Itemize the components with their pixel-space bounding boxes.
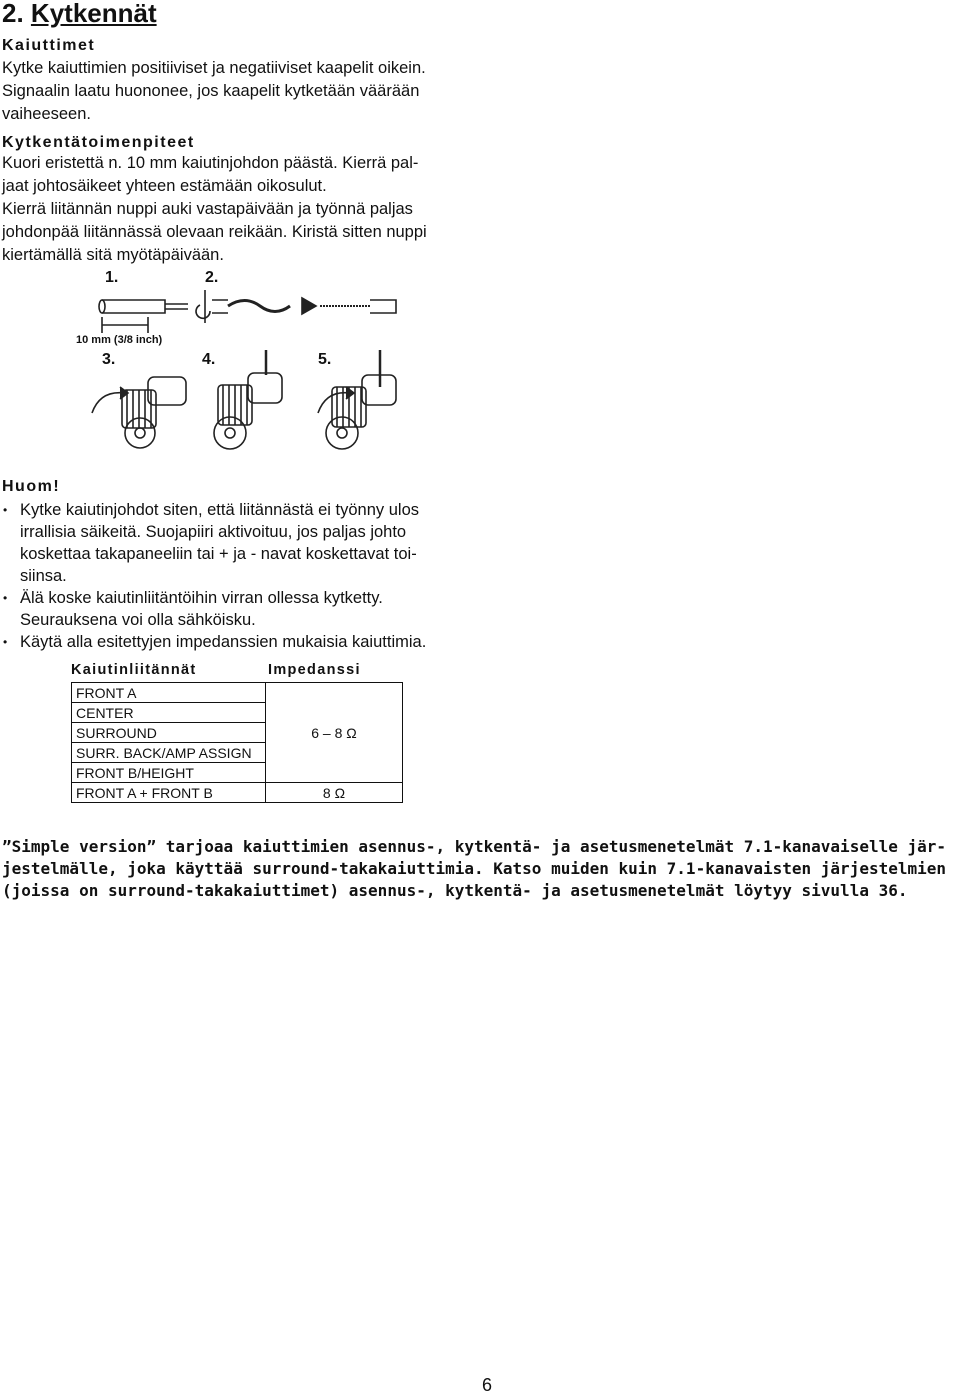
table-cell: FRONT A (72, 683, 266, 703)
text-line: (joissa on surround-takakaiuttimet) asennus-, kytkentä- ja asetusmenetelmät löytyy sivulla 36. (2, 881, 908, 900)
text-line: Kytke kaiutinjohdot siten, että liitännästä ei työnny ulos (20, 501, 419, 519)
bullet-icon: • (3, 503, 8, 517)
step-label-2: 2. (205, 269, 219, 286)
stripped-cable-icon (99, 300, 188, 333)
note-heading: Huom! (2, 478, 61, 495)
table-cell: FRONT A + FRONT B (72, 783, 266, 803)
impedance-value-cell: 8 Ω (266, 783, 403, 803)
step-label-1: 1. (105, 269, 119, 286)
table-cell: FRONT B/HEIGHT (72, 763, 266, 783)
wiring-steps-illustration (70, 265, 410, 465)
procedure-paragraph (2, 152, 427, 267)
page-number: 6 (482, 1375, 493, 1395)
table-row (72, 683, 403, 703)
text-line: Kuori eristettä n. 10 mm kaiutinjohdon päästä. Kierrä pal- (2, 154, 419, 172)
strip-length-label: 10 mm (3/8 inch) (76, 334, 163, 346)
section-title: Kytkennät (30, 0, 157, 28)
section-heading (2, 0, 157, 29)
speakers-paragraph (2, 57, 426, 126)
terminal-knob-icon (92, 377, 186, 448)
text-line: Kierrä liitännän nuppi auki vastapäivään ja työnnä paljas (2, 200, 413, 218)
speakers-subheading: Kaiuttimet (2, 37, 96, 54)
table-cell: SURR. BACK/AMP ASSIGN (72, 743, 266, 763)
section-number: 2. (2, 0, 24, 28)
text-line: jestelmälle, joka käyttää surround-takakaiuttimia. Katso muiden kuin 7.1-kanavaisten järjestelmien (2, 859, 947, 878)
step-label-4: 4. (202, 351, 216, 368)
text-line: koskettaa takapaneeliin tai + ja - navat koskettavat toi- (20, 545, 417, 563)
bullet-icon: • (3, 635, 8, 649)
twisted-wire-icon (196, 290, 396, 323)
text-line: irrallisia säikeitä. Suojapiiri aktivoituu, jos paljas johto (20, 523, 407, 541)
wiring-figure (70, 265, 410, 465)
text-line: johdonpää liitännässä olevaan reikään. Kiristä sitten nuppi (2, 223, 427, 241)
text-line: Käytä alla esitettyjen impedanssien mukaisia kaiuttimia. (20, 633, 427, 651)
procedure-subheading: Kytkentätoimenpiteet (2, 134, 195, 151)
text-line: vaiheeseen. (2, 105, 91, 123)
table-cell: CENTER (72, 703, 266, 723)
text-line: Kytke kaiuttimien positiiviset ja negatiiviset kaapelit oikein. (2, 59, 426, 77)
table-col-header-terminals: Kaiutinliitännät (71, 662, 197, 678)
impedance-value-cell: 6 – 8 Ω (266, 683, 403, 783)
tightened-terminal-icon (318, 350, 396, 449)
text-line: Signaalin laatu huononee, jos kaapelit kytketään väärään (2, 82, 420, 100)
text-line: Seurauksena voi olla sähköisku. (20, 611, 256, 629)
terminal-with-wire-icon (214, 350, 282, 449)
text-line: kiertämällä sitä myötäpäivään. (2, 246, 224, 264)
note-item (0, 631, 460, 653)
note-item (0, 587, 460, 631)
step-label-3: 3. (102, 351, 116, 368)
note-item (0, 499, 460, 587)
text-line: jaat johtosäikeet yhteen estämään oikosulut. (2, 177, 327, 195)
table-cell: SURROUND (72, 723, 266, 743)
text-line: Älä koske kaiutinliitäntöihin virran ollessa kytketty. (20, 589, 383, 607)
simple-version-note (2, 836, 958, 902)
table-col-header-impedance: Impedanssi (268, 662, 361, 678)
text-line: siinsa. (20, 567, 67, 585)
step-label-5: 5. (318, 351, 332, 368)
bullet-icon: • (3, 591, 8, 605)
table-row (72, 783, 403, 803)
impedance-table (71, 682, 403, 803)
text-line: ”Simple version” tarjoaa kaiuttimien asennus-, kytkentä- ja asetusmenetelmät 7.1-kanavaiselle jär- (2, 837, 947, 856)
